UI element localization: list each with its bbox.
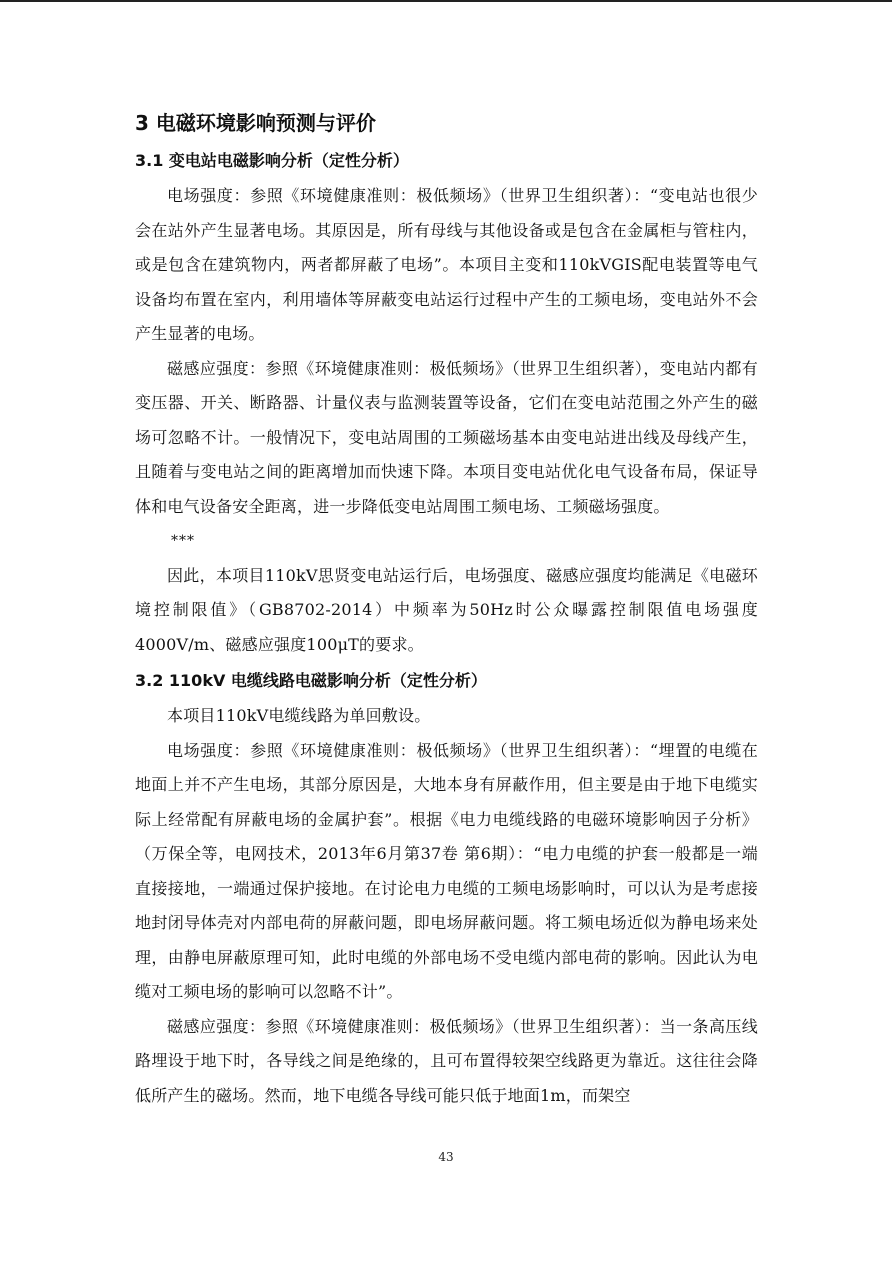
section-3-1-title: 3.1 变电站电磁影响分析（定性分析） (135, 151, 409, 170)
page-number: 43 (438, 1150, 454, 1164)
chapter-heading: 3 电磁环境影响预测与评价 (135, 111, 376, 135)
section-3-2-paragraph-intro: 本项目110kV电缆线路为单回敷设。 (167, 706, 431, 725)
top-border-line (0, 0, 892, 2)
section-3-2-paragraph-magnetic-field: 磁感应强度：参照《环境健康准则：极低频场》（世界卫生组织著）：当一条高压线路埋设于地下时，各导线之间是绝缘的，且可布置得较架空线路更为靠近。这往往会降低所产生的磁场。然而，地下电缆各导线可能只低于地面1m，而架空 (135, 1016, 758, 1105)
section-3-1-paragraph-magnetic-field: 磁感应强度：参照《环境健康准则：极低频场》（世界卫生组织著），变电站内都有变压器、开关、断路器、计量仪表与监测装置等设备，它们在变电站范围之外产生的磁场可忽略不计。一般情况下，变电站周围的工频磁场基本由变电站进出线及母线产生，且随着与变电站之间的距离增加而快速下降。本项目变电站优化电气设备布局，保证导体和电气设备安全距离，进一步降低变电站周围工频电场、工频磁场强度。 (135, 358, 758, 516)
section-3-1-paragraph-electric-field: 电场强度：参照《环境健康准则：极低频场》（世界卫生组织著）：“变电站也很少会在站外产生显著电场。其原因是，所有母线与其他设备或是包含在金属柜与管柱内，或是包含在建筑物内，两者都屏蔽了电场”。本项目主变和110kVGIS配电装置等电气设备均布置在室内，利用墙体等屏蔽变电站运行过程中产生的工频电场，变电站外不会产生显著的电场。 (135, 186, 758, 343)
section-3-1-conclusion: 因此，本项目110kV思贤变电站运行后，电场强度、磁感应强度均能满足《电磁环境控制限值》（GB8702-2014）中频率为50Hz时公众曝露控制限值电场强度4000V/m、磁感应强度100μT的要求。 (135, 565, 758, 654)
document-page (135, 104, 758, 1113)
section-3-2-title: 3.2 110kV 电缆线路电磁影响分析（定性分析） (135, 671, 487, 690)
section-3-2-paragraph-electric-field: 电场强度：参照《环境健康准则：极低频场》（世界卫生组织著）：“埋置的电缆在地面上并不产生电场，其部分原因是，大地本身有屏蔽作用，但主要是由于地下电缆实际上经常配有屏蔽电场的金属护套”。根据《电力电缆线路的电磁环境影响因子分析》（万保全等，电网技术，2013年6月第37卷 第6期）：“电力电缆的护套一般都是一端直接接地，一端通过保护接地。在讨论电力电缆的工频电场影响时，可以认为是考虑接地封闭导体壳对内部电荷的屏蔽问题，即电场屏蔽问题。将工频电场近似为静电场来处理，由静电屏蔽原理可知，此时电缆的外部电场不受电缆内部电荷的影响。因此认为电缆对工频电场的影响可以忽略不计”。 (135, 740, 758, 1001)
section-separator-stars: *** (171, 533, 195, 549)
